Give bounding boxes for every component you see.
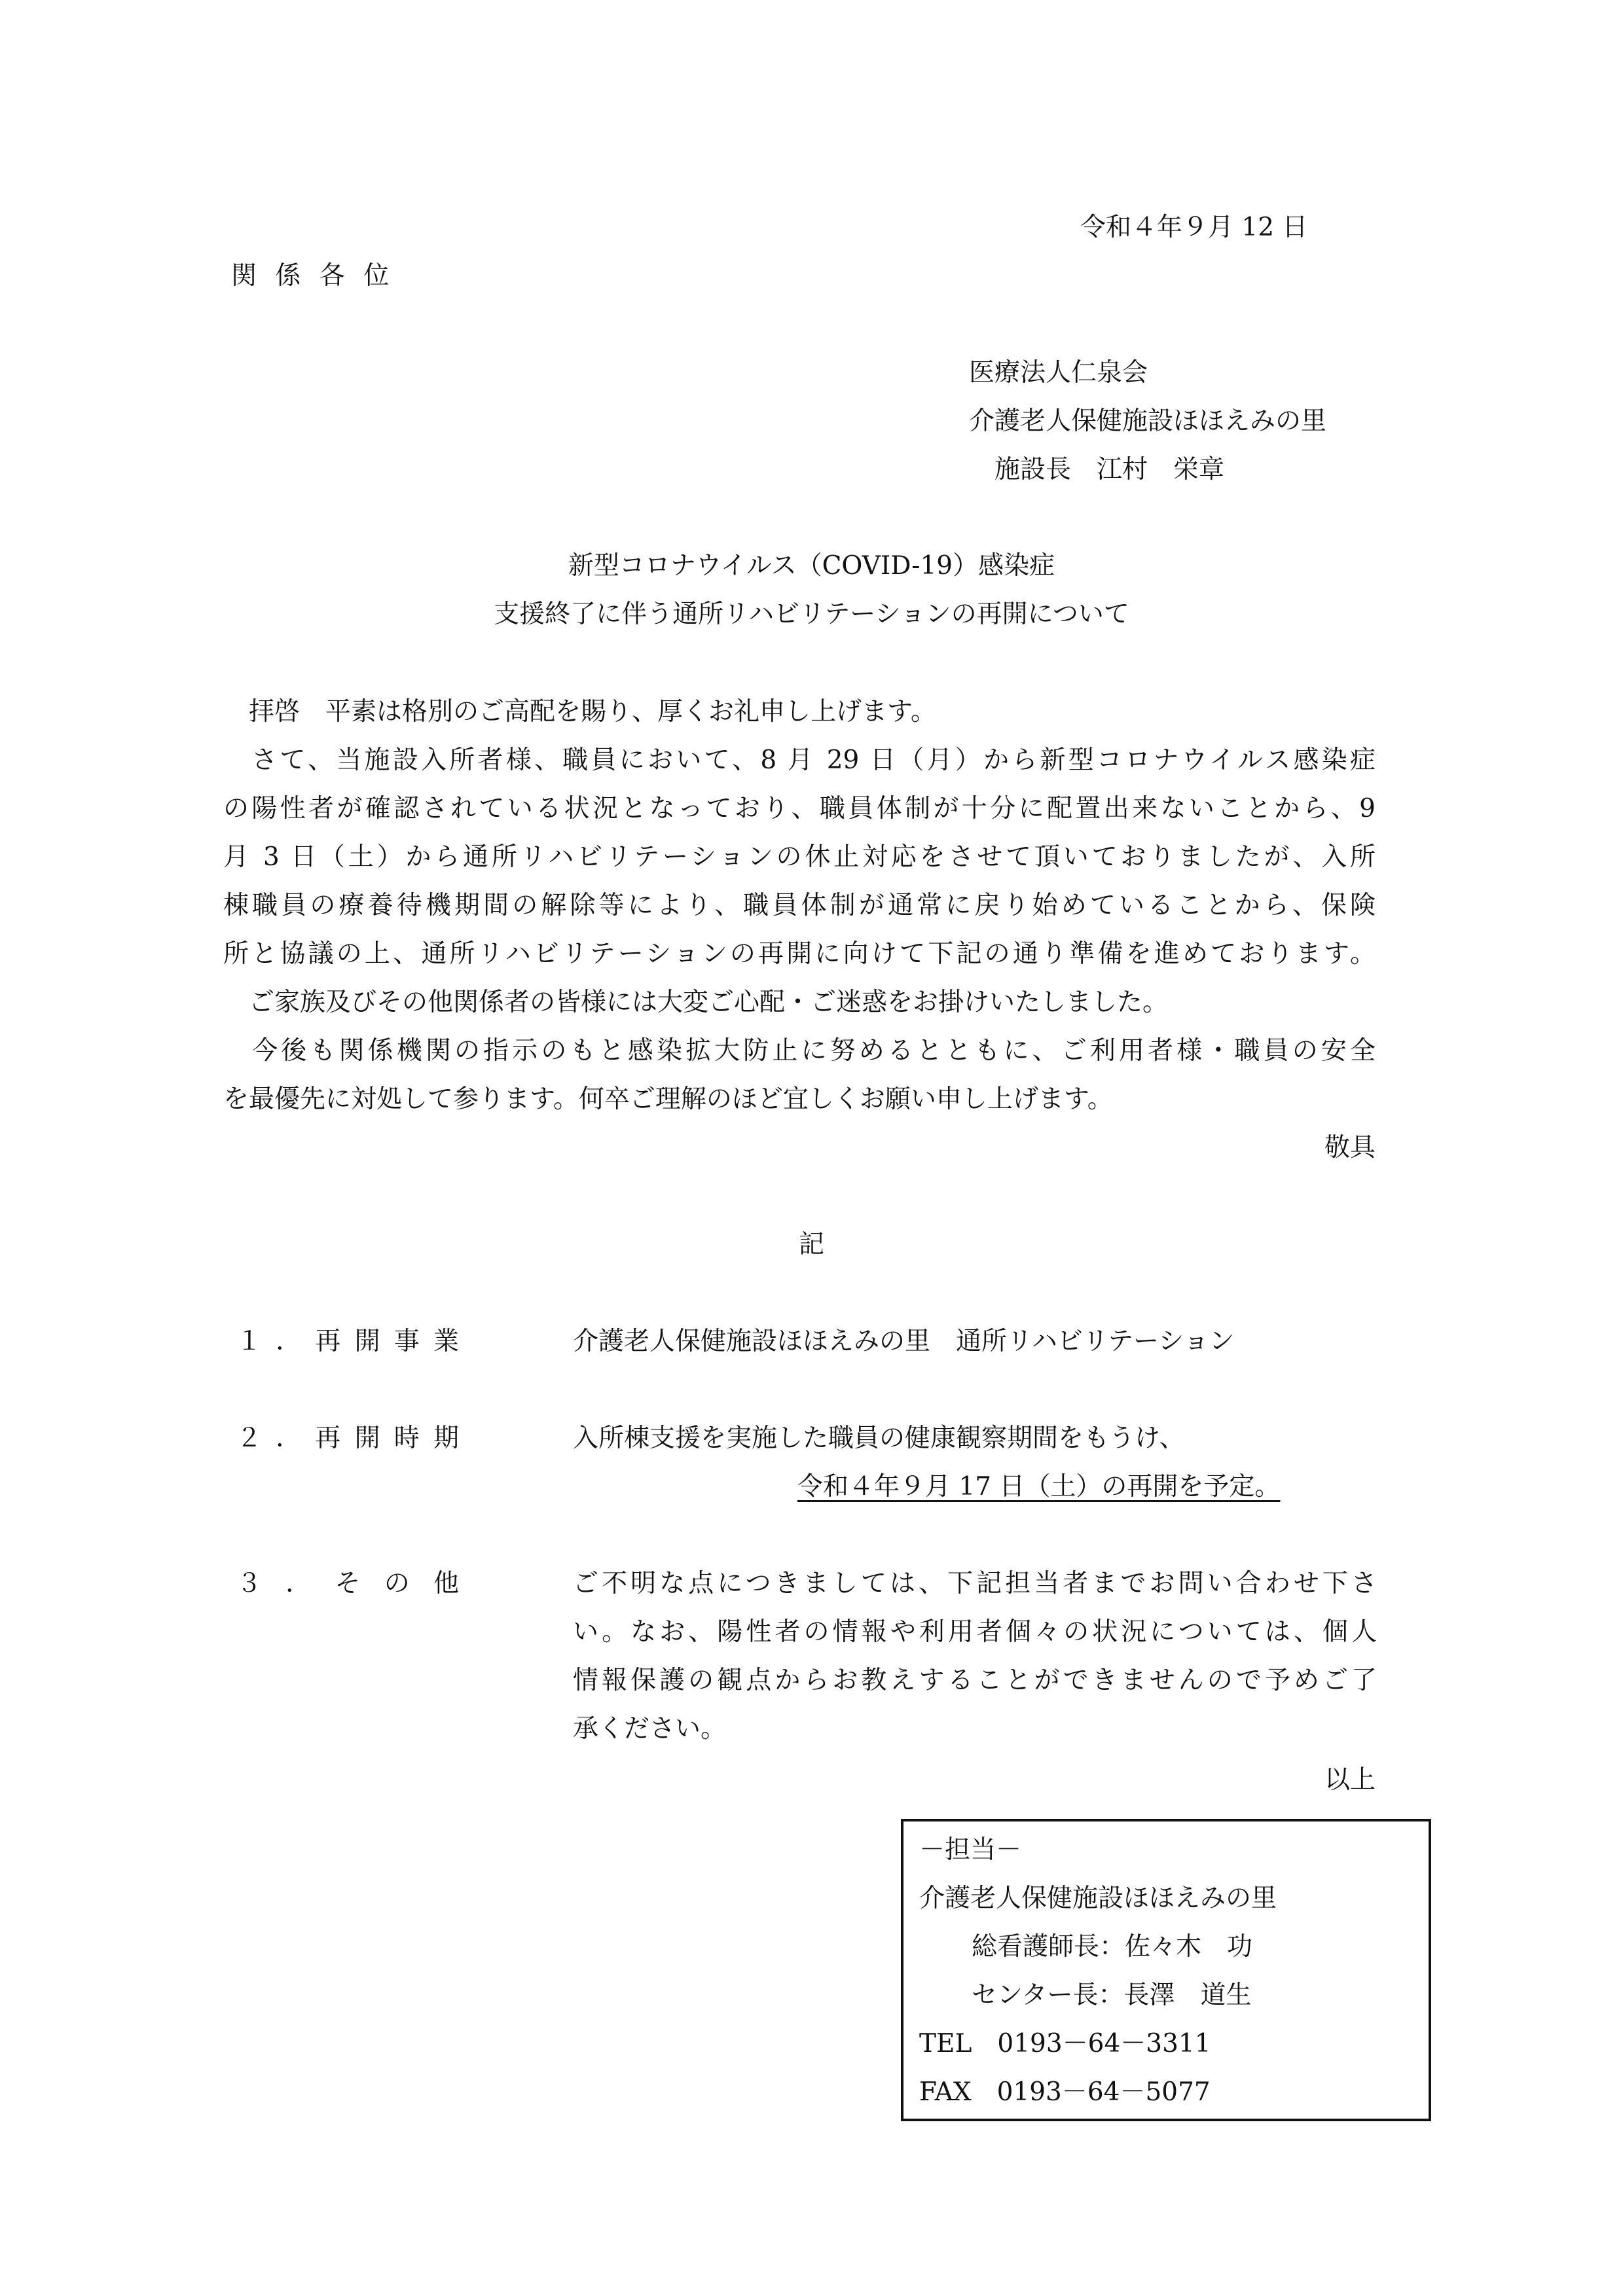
contact-heading: －担当－ (919, 1835, 1022, 1865)
body-line: 今後も関係機関の指示のもと感染拡大防止に努めるとともに、ご利用者様・職員の安全 (223, 1036, 1376, 1066)
contact-tel: TEL 0193－64－3311 (919, 2029, 1211, 2058)
sender-director: 施設長 江村 栄章 (994, 455, 1225, 484)
body-line: 拝啓 平素は格別のご高配を賜り、厚くお礼申し上げます。 (223, 697, 936, 726)
sender-facility: 介護老人保健施設ほほえみの里 (969, 406, 1327, 436)
body-line: 所と協議の上、通所リハビリテーションの再開に向けて下記の通り準備を進めております。 (223, 939, 1376, 969)
contact-facility: 介護老人保健施設ほほえみの里 (919, 1884, 1277, 1913)
body-line: の陽性者が確認されている状況となっており、職員体制が十分に配置出来ないことから、9 (223, 794, 1376, 823)
document-title-line-2: 支援終了に伴う通所リハビリテーションの再開について (494, 600, 1129, 629)
sender-org: 医療法人仁泉会 (969, 358, 1148, 387)
item-text: 介護老人保健施設ほほえみの里 通所リハビリテーション (573, 1327, 1235, 1356)
resume-date-underlined: 令和４年９月 17 日（土）の再開を予定。 (797, 1472, 1281, 1501)
item-text: 情報保護の観点からお教えすることができませんので予めご了 (573, 1666, 1377, 1695)
contact-head-nurse: 総看護師長：佐々木 功 (972, 1932, 1253, 1962)
item-label-3: ３．その他 (236, 1569, 459, 1598)
body-line: さて、当施設入所者様、職員において、8 月 29 日（月）から新型コロナウイルス感染症 (223, 745, 1376, 775)
body-line: ご家族及びその他関係者の皆様には大変ご心配・ご迷惑をお掛けいたしました。 (223, 988, 1169, 1017)
item-label-2: ２．再開時期 (236, 1424, 459, 1453)
addressee: 関 係 各 位 (231, 261, 395, 291)
item-text: 入所棟支援を実施した職員の健康観察期間をもうけ、 (573, 1424, 1185, 1453)
contact-box (901, 1819, 1431, 2121)
item-text: い。なお、陽性者の情報や利用者個々の状況については、個人 (573, 1617, 1377, 1647)
contact-center-head: センター長：長澤 道生 (972, 1981, 1252, 2010)
item-label-1: １．再開事業 (236, 1327, 459, 1356)
closing-keigu: 敬具 (1324, 1133, 1376, 1162)
item-text: ご不明な点につきましては、下記担当者までお問い合わせ下さ (573, 1569, 1377, 1598)
document-date: 令和４年９月 12 日 (1080, 213, 1308, 242)
closing-ijou: 以上 (1324, 1765, 1376, 1795)
ki-heading: 記 (798, 1230, 824, 1259)
document-title-line-1: 新型コロナウイルス（COVID-19）感染症 (568, 551, 1055, 581)
contact-fax: FAX 0193－64－5077 (919, 2077, 1211, 2107)
body-line: を最優先に対処して参ります。何卒ご理解のほど宜しくお願い申し上げます。 (223, 1085, 1113, 1114)
body-line: 月 3 日（土）から通所リハビリテーションの休止対応をさせて頂いておりましたが、入所 (223, 842, 1376, 872)
body-line: 棟職員の療養待機期間の解除等により、職員体制が通常に戻り始めていることから、保険 (223, 891, 1376, 920)
item-text: 承ください。 (573, 1714, 727, 1744)
